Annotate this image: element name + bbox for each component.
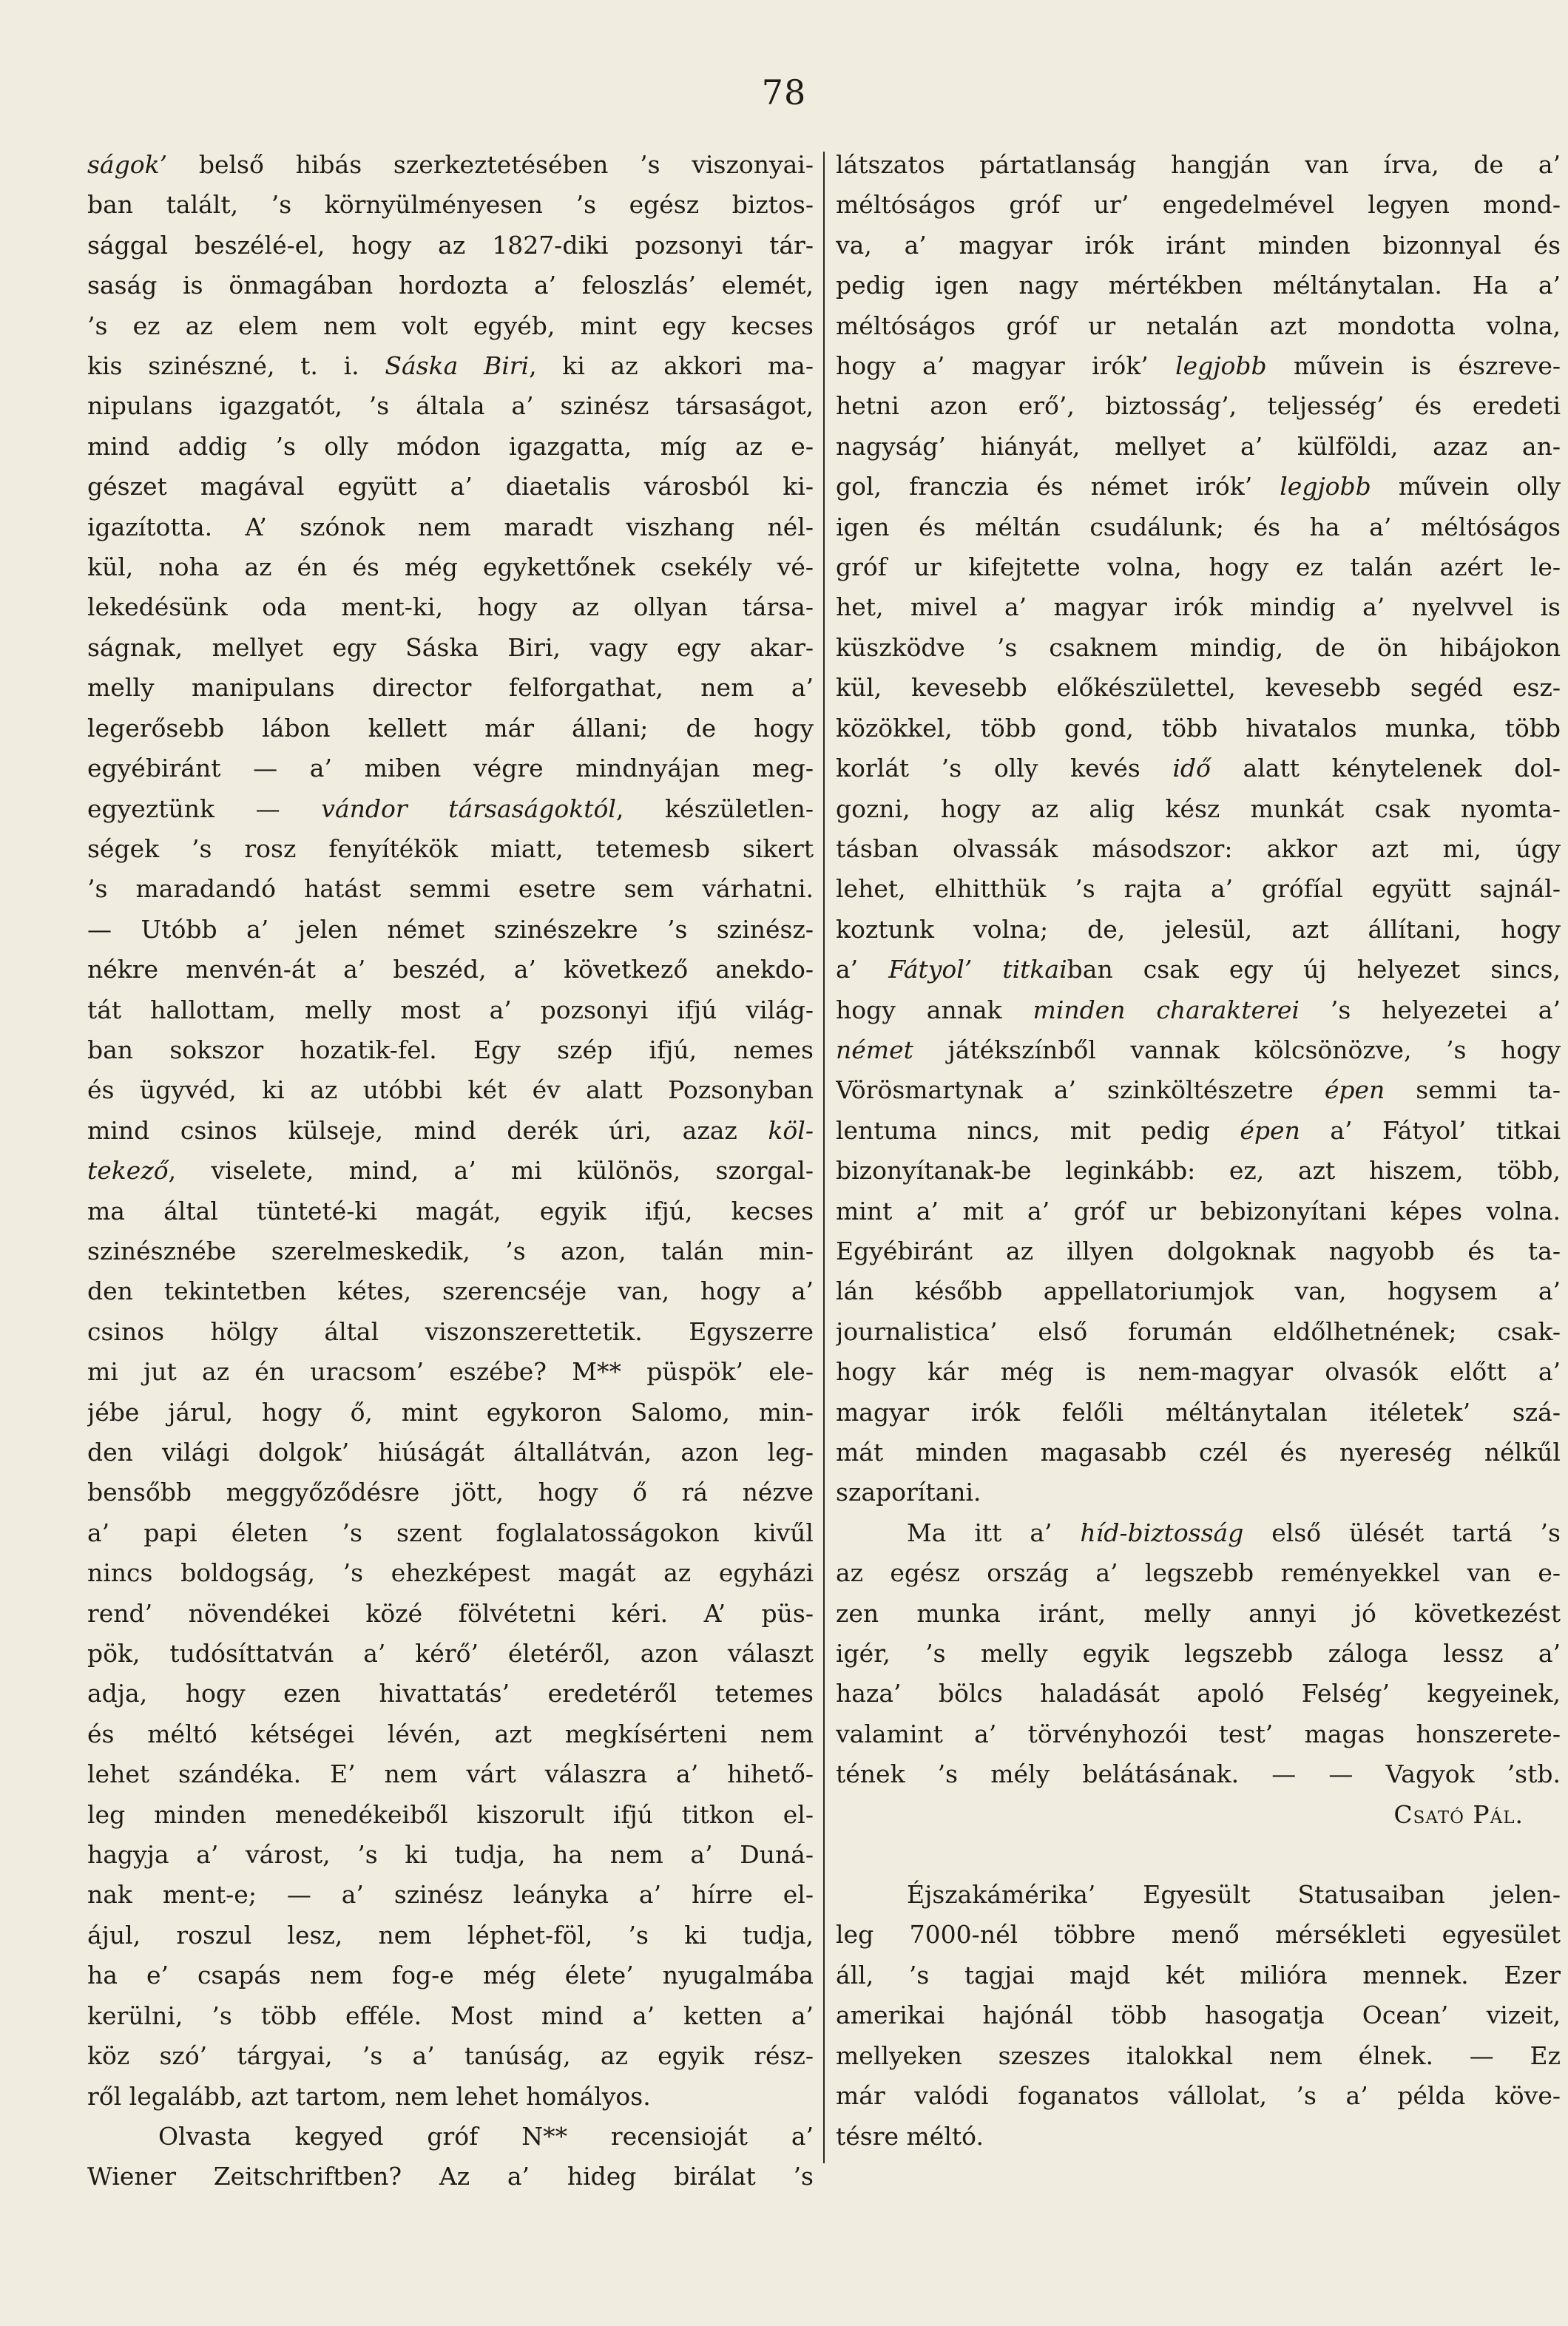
italic-text: idő — [1172, 754, 1211, 783]
text-line: ma által tünteté-ki magát, egyik ifjú, kecses — [87, 1196, 814, 1225]
text-line: tásban olvassák másodszor: akkor azt mi, úgy — [836, 834, 1561, 863]
text-line: nagyság’ hiányát, mellyet a’ külföldi, azaz an- — [836, 431, 1561, 461]
text-line: hogy kár még is nem-magyar olvasók előtt a’ — [836, 1357, 1561, 1387]
italic-text: ságok’ — [87, 150, 168, 179]
right-column — [836, 145, 1561, 2157]
italic-text: legjobb — [1175, 351, 1267, 381]
text-line: áll, ’s tagjai majd két milióra mennek. Ezer — [836, 1960, 1561, 1989]
text-line: ban sokszor hozatik-fel. Egy szép ifjú, nemes — [87, 1035, 814, 1064]
text-segment: Ma itt a’ — [907, 1518, 1081, 1547]
text-line — [836, 1030, 1561, 1070]
text-line: ségek ’s rosz fenyítékök miatt, tetemesb sikert — [87, 834, 814, 863]
section-gap — [836, 1835, 1561, 1875]
signature: Csató Pál. — [1393, 1799, 1524, 1829]
text-line — [836, 1070, 1561, 1110]
text-line: rend’ növendékei közé fölvétetni kéri. A’ püs- — [87, 1598, 814, 1628]
text-line: lekedésünk oda ment-ki, hogy az ollyan társa- — [87, 592, 814, 622]
text-segment: hogy a’ magyar irók’ — [836, 351, 1176, 381]
text-line: Éjszakámérika’ Egyesült Statusaiban jelen- — [907, 1880, 1561, 1910]
text-line: kül, kevesebb előkészülettel, kevesebb segéd esz- — [836, 673, 1561, 703]
italic-text: tekező — [87, 1156, 169, 1186]
text-segment: , ki az akkori ma- — [529, 351, 814, 381]
text-line: het, mivel a’ magyar irók mindig a’ nyelvvel is — [836, 592, 1561, 622]
text-line: den tekintetben kétes, szerencséje van, hogy a’ — [87, 1277, 814, 1306]
text-line: leg minden menedékeiből kiszorult ifjú titkon el- — [87, 1799, 814, 1829]
text-line: hetni azon erő’, biztosság’, teljesség’ és eredeti — [836, 391, 1561, 421]
text-line: hagyja a’ várost, ’s ki tudja, ha nem a’ Duná- — [87, 1840, 814, 1870]
text-line: Wiener Zeitschriftben? Az a’ hideg birálat ’s — [87, 2162, 814, 2191]
text-line: és méltó kétségei lévén, azt megkísérteni nem — [87, 1719, 814, 1748]
text-line: mind addig ’s olly módon igazgatta, míg az e- — [87, 431, 814, 461]
text-segment: a’ Fátyol’ titkai — [1300, 1115, 1561, 1145]
text-line — [87, 145, 814, 185]
text-line: nak ment-e; — a’ szinész leányka a’ hírre el- — [87, 1880, 814, 1910]
text-line — [836, 748, 1561, 788]
text-line: melly manipulans director felforgathat, nem a’ — [87, 673, 814, 703]
text-line: den világi dolgok’ hiúságát általlátván, azon leg- — [87, 1438, 814, 1467]
text-line: igazította. A’ szónok nem maradt viszhang nél- — [87, 512, 814, 541]
text-segment: első ülését tartá ’s — [1243, 1518, 1561, 1547]
text-segment: kis szinészné, t. i. — [87, 351, 385, 381]
text-line: saság is önmagában hordozta a’ feloszlás’ elemét, — [87, 271, 814, 300]
text-segment: lentuma nincs, mit pedig — [836, 1115, 1240, 1145]
text-line: tát hallottam, melly most a’ pozsonyi ifjú világ- — [87, 995, 814, 1024]
italic-text: épen — [1324, 1075, 1385, 1105]
text-line: ban talált, ’s környülményesen ’s egész biztos- — [87, 190, 814, 220]
text-line: nincs boldogság, ’s ehezképest magát az egyházi — [87, 1558, 814, 1588]
text-line: az egész ország a’ legszebb reményekkel van e- — [836, 1558, 1561, 1588]
text-line: gészet magával együtt a’ diaetalis városból ki- — [87, 472, 814, 501]
text-line: már valódi foganatos vállolat, ’s a’ példa köve- — [836, 2081, 1561, 2111]
text-line: lán később appellatoriumjok van, hogysem a’ — [836, 1277, 1561, 1306]
italic-text: minden charakterei — [1033, 995, 1300, 1024]
text-segment: művein olly — [1371, 472, 1561, 501]
text-line: ha e’ csapás nem fog-e még élete’ nyugalmába — [87, 1961, 814, 1990]
italic-text: legjobb — [1280, 472, 1371, 501]
text-segment: , készületlen- — [615, 794, 814, 823]
text-segment: művein is észreve- — [1266, 351, 1561, 381]
text-line: mát minden magasabb czél és nyereség nélkűl — [836, 1438, 1561, 1467]
text-line: lehet szándéka. E’ nem várt válaszra a’ hihető- — [87, 1759, 814, 1789]
text-line — [87, 346, 814, 386]
text-line: szinésznébe szerelmeskedik, ’s azon, talán min- — [87, 1236, 814, 1265]
text-segment: a’ — [836, 955, 889, 984]
text-line: va, a’ magyar irók iránt minden bizonnyal és — [836, 230, 1561, 260]
italic-text: épen — [1240, 1115, 1300, 1145]
text-line: haza’ bölcs haladását apoló Felség’ kegyeinek, — [836, 1679, 1561, 1708]
text-line: nékre menvén-át a’ beszéd, a’ következő anekdo- — [87, 955, 814, 984]
italic-text: híd-biztosság — [1080, 1518, 1244, 1547]
text-line — [836, 990, 1561, 1030]
italic-text: köl- — [768, 1115, 814, 1145]
text-line: zen munka iránt, melly annyi jó következést — [836, 1598, 1561, 1628]
text-line — [836, 1513, 1561, 1553]
text-line: lehet, elhitthük ’s rajta a’ grófíal együtt sajnál- — [836, 874, 1561, 904]
text-segment: alatt kénytelenek dol- — [1210, 754, 1561, 783]
left-column — [87, 145, 814, 2197]
text-segment: mind csinos külseje, mind derék úri, azaz — [87, 1115, 768, 1145]
text-line: gróf ur kifejtette volna, hogy ez talán azért le- — [836, 552, 1561, 582]
text-line: mi jut az én uracsom’ eszébe? M** püspök’ ele- — [87, 1357, 814, 1387]
text-line: koztunk volna; de, jelesül, azt állítani, hogy — [836, 914, 1561, 944]
text-line: ájul, roszul lesz, nem léphet-föl, ’s ki tudja, — [87, 1920, 814, 1950]
italic-text: Sáska Biri — [385, 351, 530, 381]
text-line: tének ’s mély belátásának. — — Vagyok ’stb. — [836, 1759, 1561, 1789]
italic-text: német — [836, 1035, 913, 1064]
text-line — [836, 1111, 1561, 1151]
text-line: ’s maradandó hatást semmi esetre sem várhatni. — [87, 874, 814, 904]
text-segment: gol, franczia és német irók’ — [836, 472, 1280, 501]
news-paragraph — [836, 1875, 1561, 2157]
text-segment: ’s helyezetei a’ — [1299, 995, 1561, 1024]
text-line: valamint a’ törvényhozói test’ magas honszerete- — [836, 1719, 1561, 1748]
page-number: 78 — [761, 72, 807, 112]
text-line: leg 7000-nél többre menő mérsékleti egyesület — [836, 1920, 1561, 1950]
text-line: — Utóbb a’ jelen német szinészekre ’s szinész- — [87, 914, 814, 944]
text-line: csinos hölgy által viszonszerettetik. Egyszerre — [87, 1316, 814, 1346]
text-line: köz szó’ tárgyai, ’s a’ tanúság, az egyik rész- — [87, 2041, 814, 2071]
right-column-text — [836, 145, 1561, 1795]
text-segment: egyeztünk — — [87, 794, 322, 823]
text-line: és ügyvéd, ki az utóbbi két év alatt Pozsonyban — [87, 1075, 814, 1105]
text-segment: korlát ’s olly kevés — [836, 754, 1173, 783]
text-line — [87, 789, 814, 829]
text-line: pedig igen nagy mértékben méltánytalan. Ha a’ — [836, 271, 1561, 300]
text-line: jébe járul, hogy ő, mint egykoron Salomo, min- — [87, 1397, 814, 1427]
text-line: Egyébiránt az illyen dolgoknak nagyobb és ta- — [836, 1236, 1561, 1265]
text-line: journalistica’ első forumán eldőlhetnének; csak- — [836, 1316, 1561, 1346]
text-segment: semmi ta- — [1385, 1075, 1561, 1105]
text-line: szaporítani. — [836, 1478, 981, 1507]
italic-text: vándor társaságoktól — [321, 794, 616, 823]
text-line: magyar irók felőli méltánytalan itéletek’ szá- — [836, 1397, 1561, 1427]
text-line: méltóságos gróf ur netalán azt mondotta volna, — [836, 311, 1561, 340]
text-line: pök, tudósíttatván a’ kérő’ életéről, azon választ — [87, 1639, 814, 1669]
text-line: látszatos pártatlanság hangján van írva, de a’ — [836, 150, 1561, 179]
text-line — [836, 346, 1561, 386]
text-line: bensőbb meggyőződésre jött, hogy ő rá nézve — [87, 1478, 814, 1507]
column-divider — [823, 152, 825, 2163]
text-line: küszködve ’s csaknem mindig, de ön hibájokon — [836, 632, 1561, 662]
text-line: kül, noha az én és még egykettőnek csekély vé- — [87, 552, 814, 582]
text-line: sággal beszélé-el, hogy az 1827-diki pozsonyi tár- — [87, 230, 814, 260]
text-segment: belső hibás szerkeztetésében ’s viszonyai- — [167, 150, 814, 179]
text-line: közökkel, több gond, több hivatalos munka, több — [836, 713, 1561, 743]
text-segment: hogy annak — [836, 995, 1033, 1024]
text-segment: , viselete, mind, a’ mi különös, szorgal- — [168, 1156, 814, 1186]
text-line: ságnak, mellyet egy Sáska Biri, vagy egy akar- — [87, 632, 814, 662]
text-line: tésre méltó. — [836, 2121, 984, 2151]
text-line: mint a’ mit a’ gróf ur bebizonyítani képes volna. — [836, 1196, 1561, 1225]
text-line: a’ papi életen ’s szent foglalatosságokon kivűl — [87, 1518, 814, 1547]
italic-text: Fátyol’ titkai — [888, 955, 1067, 984]
text-line — [87, 1151, 814, 1191]
text-line — [87, 1111, 814, 1151]
text-line: mellyeken szeszes italokkal nem élnek. — Ez — [836, 2041, 1561, 2070]
text-line: bizonyítanak-be leginkább: ez, azt hiszem, több, — [836, 1156, 1561, 1186]
text-line: ről legalább, azt tartom, nem lehet homályos. — [87, 2081, 651, 2111]
text-line: amerikai hajónál több hasogatja Ocean’ vizeit, — [836, 2001, 1561, 2030]
text-line: igen és méltán csudálunk; és ha a’ méltóságos — [836, 512, 1561, 541]
text-line: méltóságos gróf ur’ engedelmével legyen mond- — [836, 190, 1561, 220]
text-segment: játékszínből vannak kölcsönözve, ’s hogy — [913, 1035, 1561, 1064]
text-line — [836, 950, 1561, 990]
text-line: adja, hogy ezen hivattatás’ eredetéről tetemes — [87, 1679, 814, 1708]
text-line — [836, 467, 1561, 507]
text-line: kerülni, ’s több efféle. Most mind a’ ketten a’ — [87, 2001, 814, 2030]
text-line: igér, ’s melly egyik legszebb záloga lessz a’ — [836, 1639, 1561, 1669]
text-line: egyébiránt — a’ miben végre mindnyájan meg- — [87, 754, 814, 783]
text-line: ’s ez az elem nem volt egyéb, mint egy kecses — [87, 311, 814, 340]
text-line: Olvasta kegyed gróf N** recensioját a’ — [158, 2121, 814, 2151]
text-line: nipulans igazgatót, ’s általa a’ szinész társaságot, — [87, 391, 814, 421]
text-line: gozni, hogy az alig kész munkát csak nyomta- — [836, 794, 1561, 823]
text-line: legerősebb lábon kellett már állani; de hogy — [87, 713, 814, 743]
text-segment: ban csak egy új helyezet sincs, — [1067, 955, 1561, 984]
text-segment: Vörösmartynak a’ szinköltészetre — [836, 1075, 1325, 1105]
